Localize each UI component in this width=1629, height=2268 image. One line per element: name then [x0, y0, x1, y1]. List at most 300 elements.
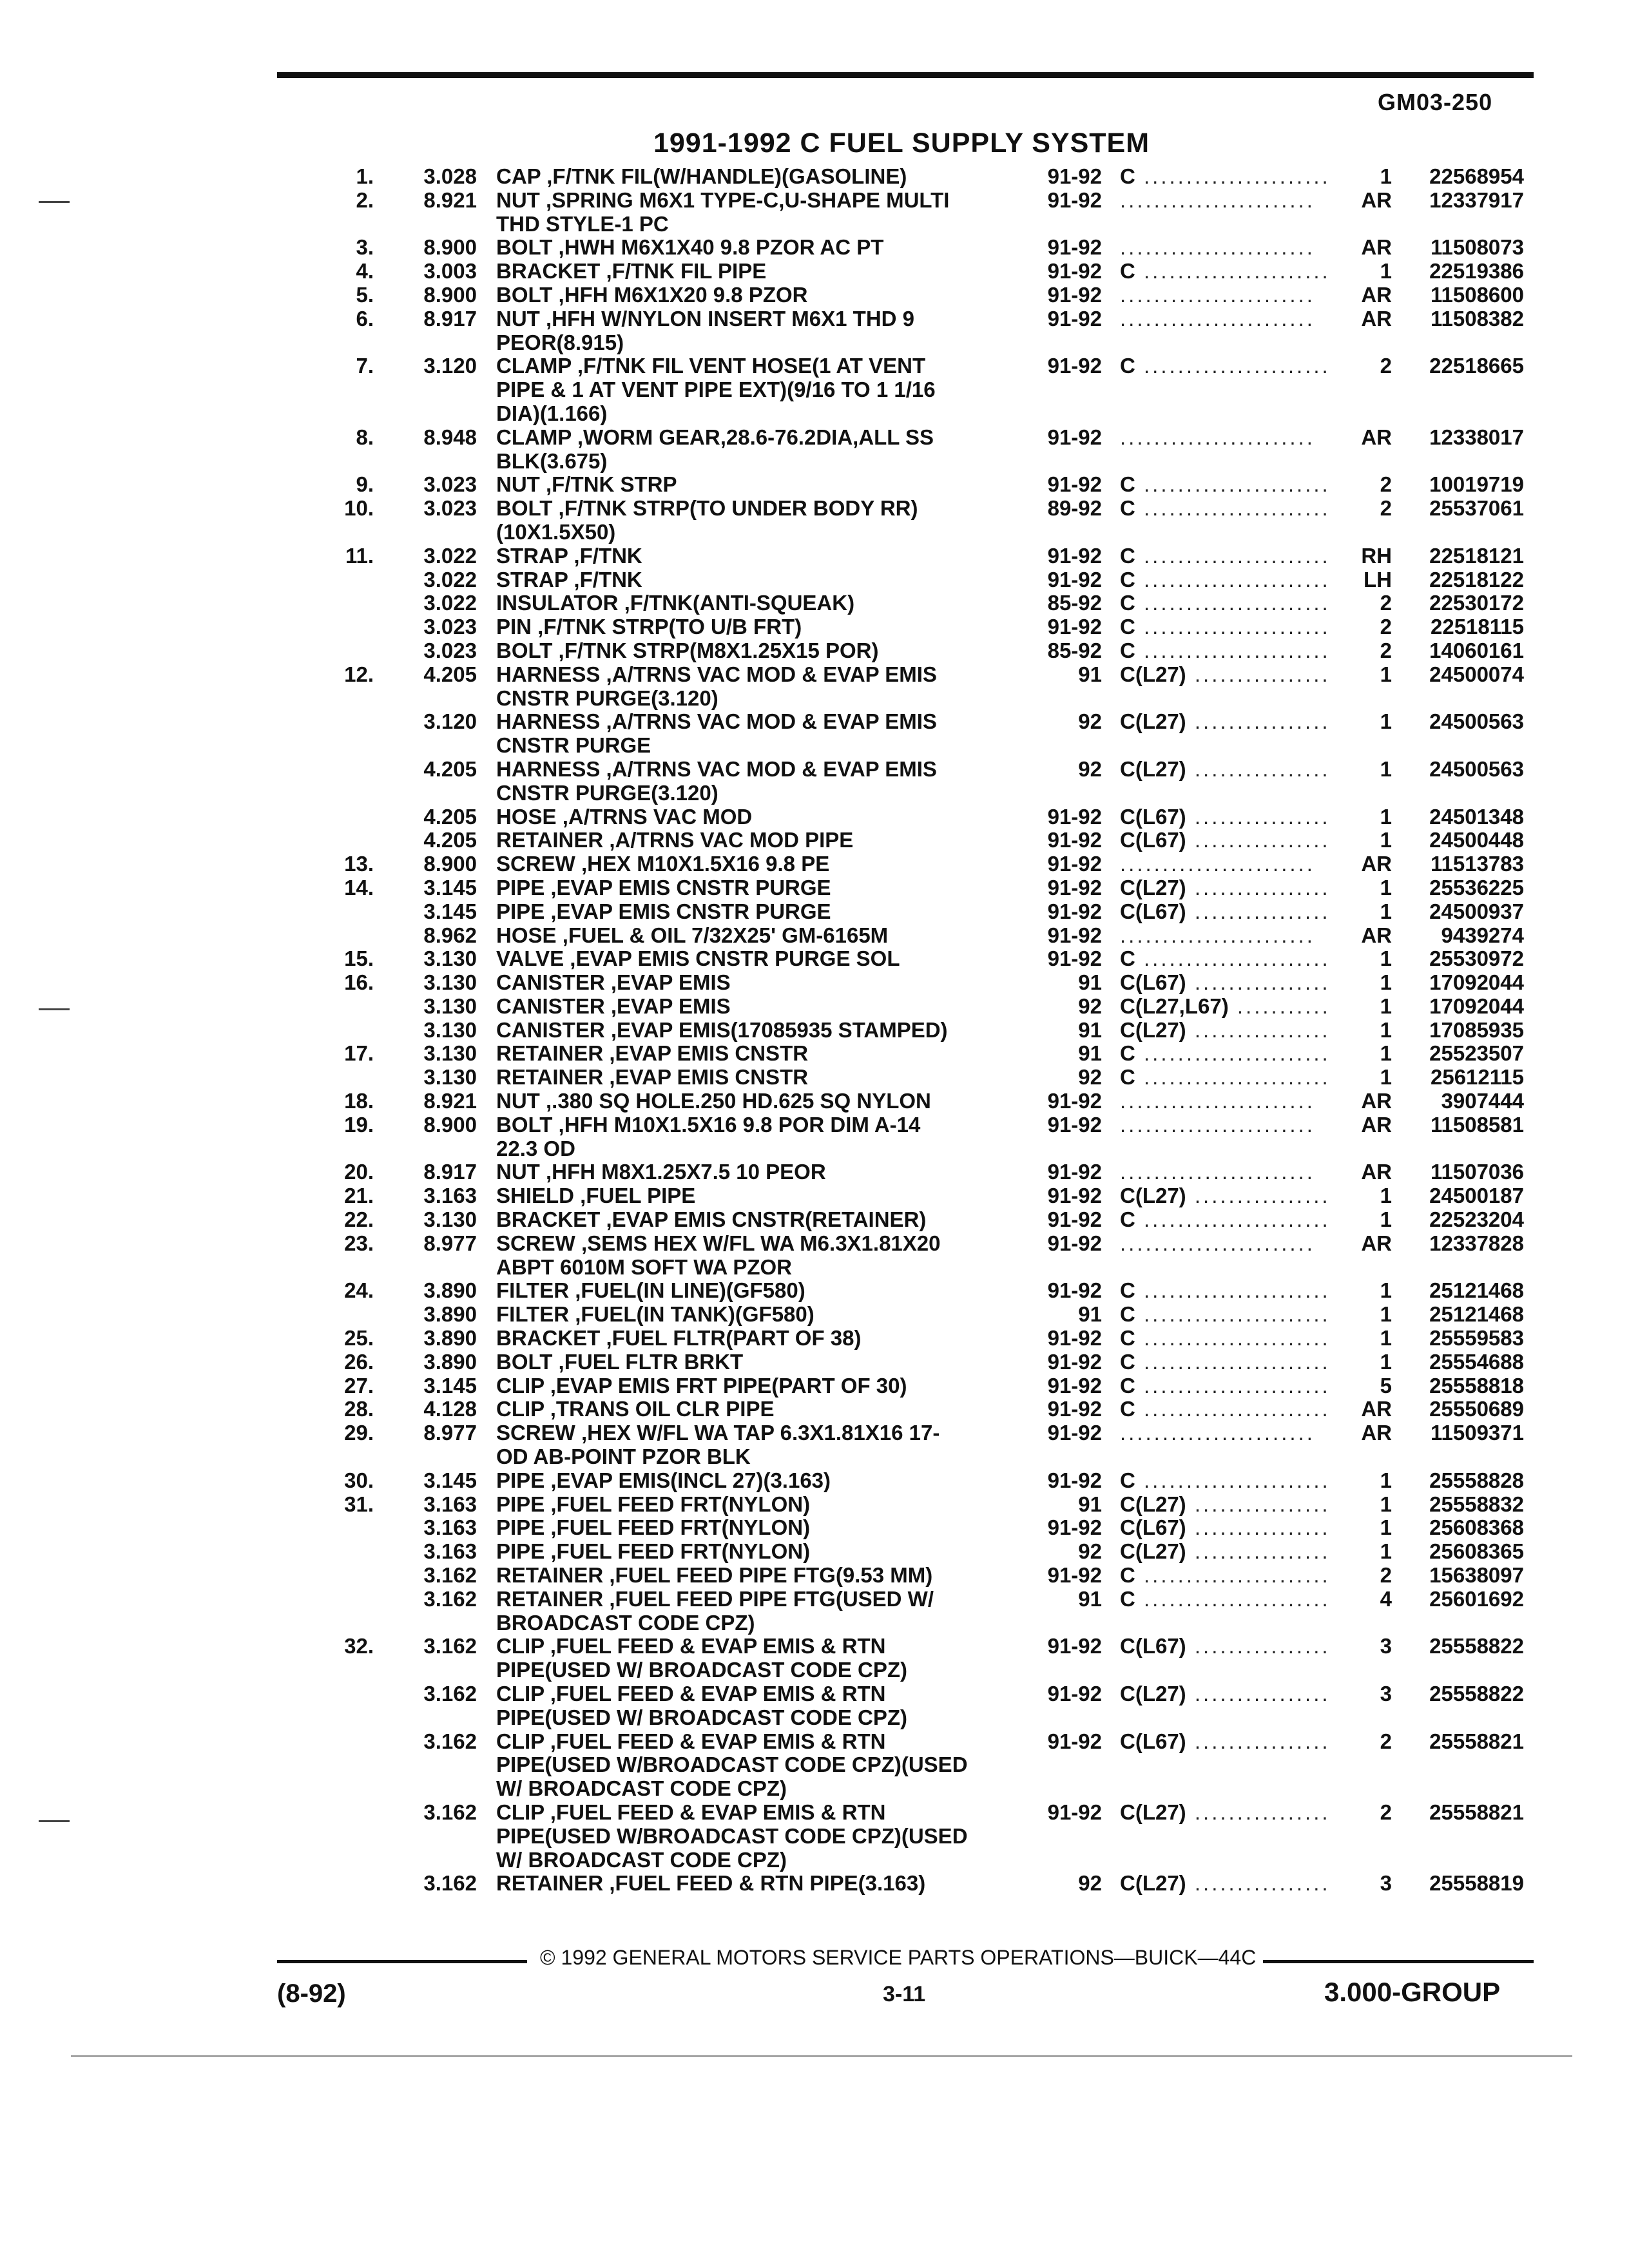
- quantity: 2: [1380, 591, 1392, 615]
- leader-dots: ......................: [1135, 947, 1331, 971]
- part-description: [496, 591, 1012, 615]
- application-code: [1120, 1232, 1358, 1256]
- table-row: [0, 1682, 1629, 1730]
- model-years: 91-92: [1047, 875, 1102, 899]
- part-number: 22568954: [1429, 164, 1524, 188]
- application-text: C: [1120, 567, 1135, 591]
- leader-dots: ......................: [1135, 615, 1331, 639]
- description-line: BLK(3.675): [496, 448, 608, 473]
- group-number: 3.162: [423, 1682, 477, 1706]
- model-years: 91-92: [1047, 1634, 1102, 1658]
- model-years: 91: [1078, 1041, 1102, 1066]
- application-code: [1120, 1042, 1358, 1066]
- table-row: [0, 1516, 1629, 1540]
- group-number: 3.130: [423, 994, 477, 1018]
- part-number: 25612115: [1430, 1065, 1524, 1090]
- table-row: [0, 1160, 1629, 1184]
- part-number: 15638097: [1429, 1563, 1524, 1588]
- item-number: 24.: [344, 1278, 374, 1303]
- part-number: 25121468: [1429, 1278, 1524, 1303]
- description-line: BOLT ,HFH M10X1.5X16 9.8 POR DIM A-14: [496, 1112, 921, 1137]
- table-row: [0, 1801, 1629, 1872]
- quantity: 1: [1380, 1041, 1392, 1066]
- part-description: [496, 354, 1012, 425]
- item-number: 12.: [344, 662, 374, 686]
- group-number: 3.003: [423, 259, 477, 284]
- leader-dots: ......................: [1135, 567, 1331, 591]
- leader-dots: .......................: [1120, 282, 1315, 307]
- item-number: 15.: [344, 947, 374, 971]
- item-number: 19.: [344, 1112, 374, 1137]
- quantity: 1: [1380, 709, 1392, 734]
- application-code: [1120, 426, 1358, 450]
- quantity: 2: [1380, 472, 1392, 497]
- group-number: 3.890: [423, 1349, 477, 1374]
- table-row: [0, 189, 1629, 236]
- description-line: CAP ,F/TNK FIL(W/HANDLE)(GASOLINE): [496, 164, 907, 188]
- description-line: NUT ,F/TNK STRP: [496, 472, 677, 497]
- part-description: [496, 1232, 1012, 1280]
- model-years: 92: [1078, 1871, 1102, 1896]
- quantity: 1: [1380, 804, 1392, 829]
- leader-dots: .......................: [1120, 187, 1315, 212]
- leader-dots: ......................: [1135, 638, 1331, 662]
- application-text: C: [1120, 543, 1135, 568]
- leader-dots: .......................: [1120, 1160, 1315, 1184]
- application-text: C: [1120, 1468, 1135, 1492]
- table-row: [0, 805, 1629, 829]
- part-description: [496, 1066, 1012, 1090]
- item-number: 27.: [344, 1373, 374, 1398]
- part-description: [496, 1350, 1012, 1374]
- part-description: [496, 260, 1012, 284]
- application-code: [1120, 971, 1358, 995]
- description-line: PIPE & 1 AT VENT PIPE EXT)(9/16 TO 1 1/16: [496, 378, 936, 402]
- quantity: 1: [1380, 1278, 1392, 1303]
- table-row: [0, 568, 1629, 592]
- description-line: CLIP ,EVAP EMIS FRT PIPE(PART OF 30): [496, 1373, 907, 1398]
- part-number: 11509371: [1430, 1421, 1524, 1445]
- group-number: 4.205: [423, 756, 477, 781]
- part-description: [496, 497, 1012, 544]
- model-years: 91-92: [1047, 306, 1102, 331]
- table-row: [0, 473, 1629, 497]
- application-text: C: [1120, 1373, 1135, 1398]
- part-description: [496, 1564, 1012, 1588]
- model-years: 91-92: [1047, 1231, 1102, 1255]
- application-text: C: [1120, 354, 1135, 378]
- part-number: 11507036: [1430, 1160, 1524, 1184]
- model-years: 91-92: [1047, 828, 1102, 852]
- model-years: 91-92: [1047, 1468, 1102, 1492]
- model-years: 91-92: [1047, 1563, 1102, 1588]
- table-row: [0, 924, 1629, 948]
- group-number: 3.162: [423, 1729, 477, 1753]
- application-code: [1120, 1588, 1358, 1611]
- application-code: [1120, 1279, 1358, 1303]
- description-line: ABPT 6010M SOFT WA PZOR: [496, 1254, 793, 1279]
- description-line: 22.3 OD: [496, 1136, 575, 1160]
- application-code: [1120, 1493, 1358, 1517]
- leader-dots: ................: [1186, 1871, 1331, 1896]
- quantity: 1: [1380, 1184, 1392, 1208]
- application-text: C: [1120, 472, 1135, 497]
- model-years: 91-92: [1047, 1800, 1102, 1824]
- table-row: [0, 710, 1629, 758]
- quantity: 3: [1380, 1871, 1392, 1896]
- application-code: [1120, 544, 1358, 568]
- description-line: DIA)(1.166): [496, 401, 608, 425]
- part-description: [496, 165, 1012, 189]
- leader-dots: ......................: [1135, 496, 1331, 521]
- part-description: [496, 544, 1012, 568]
- quantity: 1: [1380, 164, 1392, 188]
- application-text: C(L67): [1120, 828, 1186, 852]
- part-number: 25537061: [1429, 496, 1524, 521]
- leader-dots: .......................: [1120, 1112, 1315, 1137]
- table-row: [0, 591, 1629, 615]
- model-years: 91-92: [1047, 1112, 1102, 1137]
- application-code: [1120, 1540, 1358, 1564]
- description-line: PIN ,F/TNK STRP(TO U/B FRT): [496, 615, 802, 639]
- model-years: 89-92: [1047, 496, 1102, 521]
- application-code: [1120, 568, 1358, 592]
- application-code: [1120, 1564, 1358, 1588]
- leader-dots: ................: [1186, 1492, 1331, 1516]
- application-code: [1120, 1350, 1358, 1374]
- leader-dots: ......................: [1135, 1349, 1331, 1374]
- part-number: 11508581: [1430, 1112, 1524, 1137]
- part-description: [496, 1327, 1012, 1350]
- application-text: C(L67): [1120, 1729, 1186, 1753]
- part-description: [496, 1090, 1012, 1113]
- group-number: 8.900: [423, 1112, 477, 1137]
- part-description: [496, 1801, 1012, 1872]
- quantity: 1: [1380, 1017, 1392, 1042]
- part-number: 10019719: [1429, 472, 1524, 497]
- group-number: 8.977: [423, 1231, 477, 1255]
- model-years: 91-92: [1047, 852, 1102, 876]
- description-line: NUT ,HFH M8X1.25X7.5 10 PEOR: [496, 1160, 826, 1184]
- table-row: [0, 852, 1629, 876]
- part-description: [496, 710, 1012, 758]
- model-years: 91-92: [1047, 164, 1102, 188]
- scan-mark: [39, 1820, 70, 1822]
- part-number: 25523507: [1429, 1041, 1524, 1066]
- part-number: 12337828: [1429, 1231, 1524, 1255]
- application-code: [1120, 284, 1358, 307]
- model-years: 91-92: [1047, 947, 1102, 971]
- leader-dots: ................: [1186, 875, 1331, 899]
- part-description: [496, 805, 1012, 829]
- application-text: C(L27,L67): [1120, 994, 1229, 1018]
- group-number: 3.130: [423, 947, 477, 971]
- table-row: [0, 1588, 1629, 1635]
- application-code: [1120, 805, 1358, 829]
- leader-dots: ......................: [1135, 472, 1331, 497]
- quantity: 1: [1380, 1302, 1392, 1327]
- model-years: 91-92: [1047, 899, 1102, 923]
- part-number: 25558819: [1429, 1871, 1524, 1896]
- group-number: 3.162: [423, 1563, 477, 1588]
- model-years: 91-92: [1047, 1089, 1102, 1113]
- description-line: BOLT ,F/TNK STRP(TO UNDER BODY RR): [496, 496, 918, 521]
- group-number: 3.145: [423, 1468, 477, 1492]
- description-line: CNSTR PURGE(3.120): [496, 780, 718, 805]
- application-code: [1120, 1066, 1358, 1090]
- application-code: [1120, 924, 1358, 948]
- description-line: CLIP ,FUEL FEED & EVAP EMIS & RTN: [496, 1682, 886, 1706]
- group-number: 3.022: [423, 543, 477, 568]
- application-text: C(L27): [1120, 756, 1186, 781]
- item-number: 32.: [344, 1634, 374, 1658]
- scan-mark: [39, 201, 70, 203]
- quantity: 5: [1380, 1373, 1392, 1398]
- quantity: 1: [1380, 1515, 1392, 1540]
- group-number: 4.205: [423, 662, 477, 686]
- table-row: [0, 1279, 1629, 1303]
- application-text: C(L67): [1120, 1515, 1186, 1540]
- part-number: 3907444: [1441, 1089, 1524, 1113]
- part-description: [496, 307, 1012, 355]
- application-text: C: [1120, 496, 1135, 521]
- leader-dots: ................: [1186, 662, 1331, 686]
- description-line: CLAMP ,F/TNK FIL VENT HOSE(1 AT VENT: [496, 354, 926, 378]
- part-number: 25608368: [1429, 1515, 1524, 1540]
- table-row: [0, 165, 1629, 189]
- application-text: C(L27): [1120, 662, 1186, 686]
- application-text: C: [1120, 1563, 1135, 1588]
- quantity: 2: [1380, 1800, 1392, 1824]
- application-text: C: [1120, 1349, 1135, 1374]
- application-text: C(L67): [1120, 970, 1186, 995]
- description-line: NUT ,HFH W/NYLON INSERT M6X1 THD 9: [496, 306, 915, 331]
- description-line: CNSTR PURGE(3.120): [496, 686, 718, 710]
- item-number: 22.: [344, 1207, 374, 1232]
- part-description: [496, 852, 1012, 876]
- model-years: 91-92: [1047, 1207, 1102, 1232]
- part-number: 24500074: [1429, 662, 1524, 686]
- leader-dots: ......................: [1135, 164, 1331, 188]
- table-row: [0, 1042, 1629, 1066]
- quantity: 3: [1380, 1634, 1392, 1658]
- part-description: [496, 1730, 1012, 1801]
- leader-dots: .......................: [1120, 923, 1315, 947]
- application-code: [1120, 995, 1358, 1019]
- top-rule: [277, 72, 1534, 78]
- application-code: [1120, 236, 1358, 260]
- quantity: 1: [1380, 1326, 1392, 1350]
- leader-dots: .......................: [1120, 1231, 1315, 1255]
- model-years: 91-92: [1047, 235, 1102, 260]
- application-text: C(L27): [1120, 1017, 1186, 1042]
- part-description: [496, 900, 1012, 924]
- description-line: CANISTER ,EVAP EMIS: [496, 970, 731, 995]
- quantity: 2: [1380, 638, 1392, 662]
- application-code: [1120, 876, 1358, 900]
- group-number: 3.162: [423, 1634, 477, 1658]
- application-code: [1120, 1113, 1358, 1137]
- application-text: C(L27): [1120, 709, 1186, 734]
- leader-dots: ......................: [1135, 1397, 1331, 1421]
- group-number: 3.120: [423, 354, 477, 378]
- item-number: 18.: [344, 1089, 374, 1113]
- part-description: [496, 1872, 1012, 1896]
- description-line: RETAINER ,FUEL FEED PIPE FTG(USED W/: [496, 1586, 934, 1611]
- quantity: 1: [1380, 662, 1392, 686]
- leader-dots: ......................: [1135, 1326, 1331, 1350]
- part-number: 22519386: [1429, 259, 1524, 284]
- part-description: [496, 1588, 1012, 1635]
- part-description: [496, 639, 1012, 663]
- description-line: W/ BROADCAST CODE CPZ): [496, 1847, 787, 1872]
- model-years: 91-92: [1047, 1184, 1102, 1208]
- description-line: STRAP ,F/TNK: [496, 543, 642, 568]
- model-years: 91-92: [1047, 1515, 1102, 1540]
- application-code: [1120, 497, 1358, 521]
- description-line: PIPE ,EVAP EMIS(INCL 27)(3.163): [496, 1468, 831, 1492]
- model-years: 91-92: [1047, 1278, 1102, 1303]
- part-number: 25558822: [1429, 1634, 1524, 1658]
- description-line: CLIP ,FUEL FEED & EVAP EMIS & RTN: [496, 1634, 886, 1658]
- part-number: 11508382: [1430, 306, 1524, 331]
- leader-dots: ......................: [1135, 1278, 1331, 1303]
- application-code: [1120, 354, 1358, 378]
- description-line: BOLT ,HWH M6X1X40 9.8 PZOR AC PT: [496, 235, 884, 260]
- application-code: [1120, 829, 1358, 852]
- table-row: [0, 639, 1629, 663]
- description-line: CNSTR PURGE: [496, 733, 651, 758]
- part-number: 22518121: [1429, 543, 1524, 568]
- application-code: [1120, 1184, 1358, 1208]
- model-years: 91-92: [1047, 1397, 1102, 1421]
- part-number: 24501348: [1429, 804, 1524, 829]
- item-number: 5.: [356, 282, 374, 307]
- quantity: 1: [1380, 1492, 1392, 1516]
- part-description: [496, 1279, 1012, 1303]
- description-line: CLIP ,TRANS OIL CLR PIPE: [496, 1397, 775, 1421]
- description-line: BROADCAST CODE CPZ): [496, 1610, 755, 1635]
- model-years: 85-92: [1047, 638, 1102, 662]
- group-number: 8.900: [423, 235, 477, 260]
- description-line: HARNESS ,A/TRNS VAC MOD & EVAP EMIS: [496, 662, 937, 686]
- parts-table: [0, 165, 1629, 1896]
- part-number: 25536225: [1429, 875, 1524, 899]
- description-line: VALVE ,EVAP EMIS CNSTR PURGE SOL: [496, 947, 900, 971]
- table-row: [0, 829, 1629, 852]
- part-description: [496, 1160, 1012, 1184]
- application-code: [1120, 189, 1358, 213]
- part-description: [496, 876, 1012, 900]
- part-description: [496, 426, 1012, 474]
- model-years: 91-92: [1047, 187, 1102, 212]
- group-number: 8.900: [423, 282, 477, 307]
- group-number: 3.162: [423, 1586, 477, 1611]
- application-text: C: [1120, 1041, 1135, 1066]
- description-line: CANISTER ,EVAP EMIS(17085935 STAMPED): [496, 1017, 948, 1042]
- application-text: C: [1120, 164, 1135, 188]
- leader-dots: ......................: [1135, 1586, 1331, 1611]
- group-number: 3.023: [423, 496, 477, 521]
- quantity: 2: [1380, 1729, 1392, 1753]
- part-description: [496, 1493, 1012, 1517]
- group-number: 8.917: [423, 1160, 477, 1184]
- table-row: [0, 1208, 1629, 1232]
- application-code: [1120, 1730, 1358, 1754]
- table-row: [0, 1469, 1629, 1493]
- part-number: 25121468: [1429, 1302, 1524, 1327]
- group-number: 3.130: [423, 1017, 477, 1042]
- part-description: [496, 924, 1012, 948]
- leader-dots: ......................: [1135, 1563, 1331, 1588]
- item-number: 11.: [345, 543, 374, 568]
- leader-dots: ................: [1186, 1515, 1331, 1540]
- part-description: [496, 1303, 1012, 1327]
- application-code: [1120, 1374, 1358, 1398]
- group-number: 3.890: [423, 1326, 477, 1350]
- part-number: 25554688: [1429, 1349, 1524, 1374]
- item-number: 4.: [356, 259, 374, 284]
- model-years: 91-92: [1047, 1421, 1102, 1445]
- group-number: 8.917: [423, 306, 477, 331]
- table-row: [0, 1540, 1629, 1564]
- item-number: 17.: [344, 1041, 374, 1066]
- table-row: [0, 1019, 1629, 1043]
- application-text: C(L27): [1120, 1492, 1186, 1516]
- item-number: 30.: [344, 1468, 374, 1492]
- description-line: BRACKET ,FUEL FLTR(PART OF 38): [496, 1326, 862, 1350]
- group-number: 3.163: [423, 1492, 477, 1516]
- model-years: 92: [1078, 1065, 1102, 1090]
- part-description: [496, 1208, 1012, 1232]
- item-number: 3.: [356, 235, 374, 260]
- description-line: W/ BROADCAST CODE CPZ): [496, 1776, 787, 1801]
- part-number: 25558822: [1429, 1682, 1524, 1706]
- application-text: C: [1120, 1326, 1135, 1350]
- leader-dots: ......................: [1135, 1302, 1331, 1327]
- quantity: 1: [1380, 970, 1392, 995]
- part-number: 22518115: [1430, 615, 1524, 639]
- part-description: [496, 1635, 1012, 1682]
- table-row: [0, 900, 1629, 924]
- quantity: 1: [1380, 994, 1392, 1018]
- item-number: 14.: [344, 875, 374, 899]
- part-description: [496, 663, 1012, 711]
- application-text: C: [1120, 259, 1135, 284]
- part-description: [496, 995, 1012, 1019]
- group-number: 8.948: [423, 425, 477, 449]
- application-code: [1120, 710, 1358, 734]
- description-line: CANISTER ,EVAP EMIS: [496, 994, 731, 1018]
- leader-dots: ......................: [1135, 1373, 1331, 1398]
- part-description: [496, 758, 1012, 805]
- leader-dots: ...........: [1228, 994, 1331, 1018]
- description-line: SCREW ,HEX M10X1.5X16 9.8 PE: [496, 852, 830, 876]
- item-number: 26.: [344, 1349, 374, 1374]
- leader-dots: ................: [1186, 1017, 1331, 1042]
- part-description: [496, 1398, 1012, 1421]
- application-code: [1120, 1090, 1358, 1113]
- group-number: 3.120: [423, 709, 477, 734]
- model-years: 91-92: [1047, 1326, 1102, 1350]
- quantity: AR: [1361, 1112, 1392, 1137]
- model-years: 91-92: [1047, 804, 1102, 829]
- description-line: INSULATOR ,F/TNK(ANTI-SQUEAK): [496, 591, 855, 615]
- group-number: 3.023: [423, 638, 477, 662]
- description-line: HARNESS ,A/TRNS VAC MOD & EVAP EMIS: [496, 756, 937, 781]
- quantity: AR: [1361, 1089, 1392, 1113]
- page-title: [0, 128, 1629, 159]
